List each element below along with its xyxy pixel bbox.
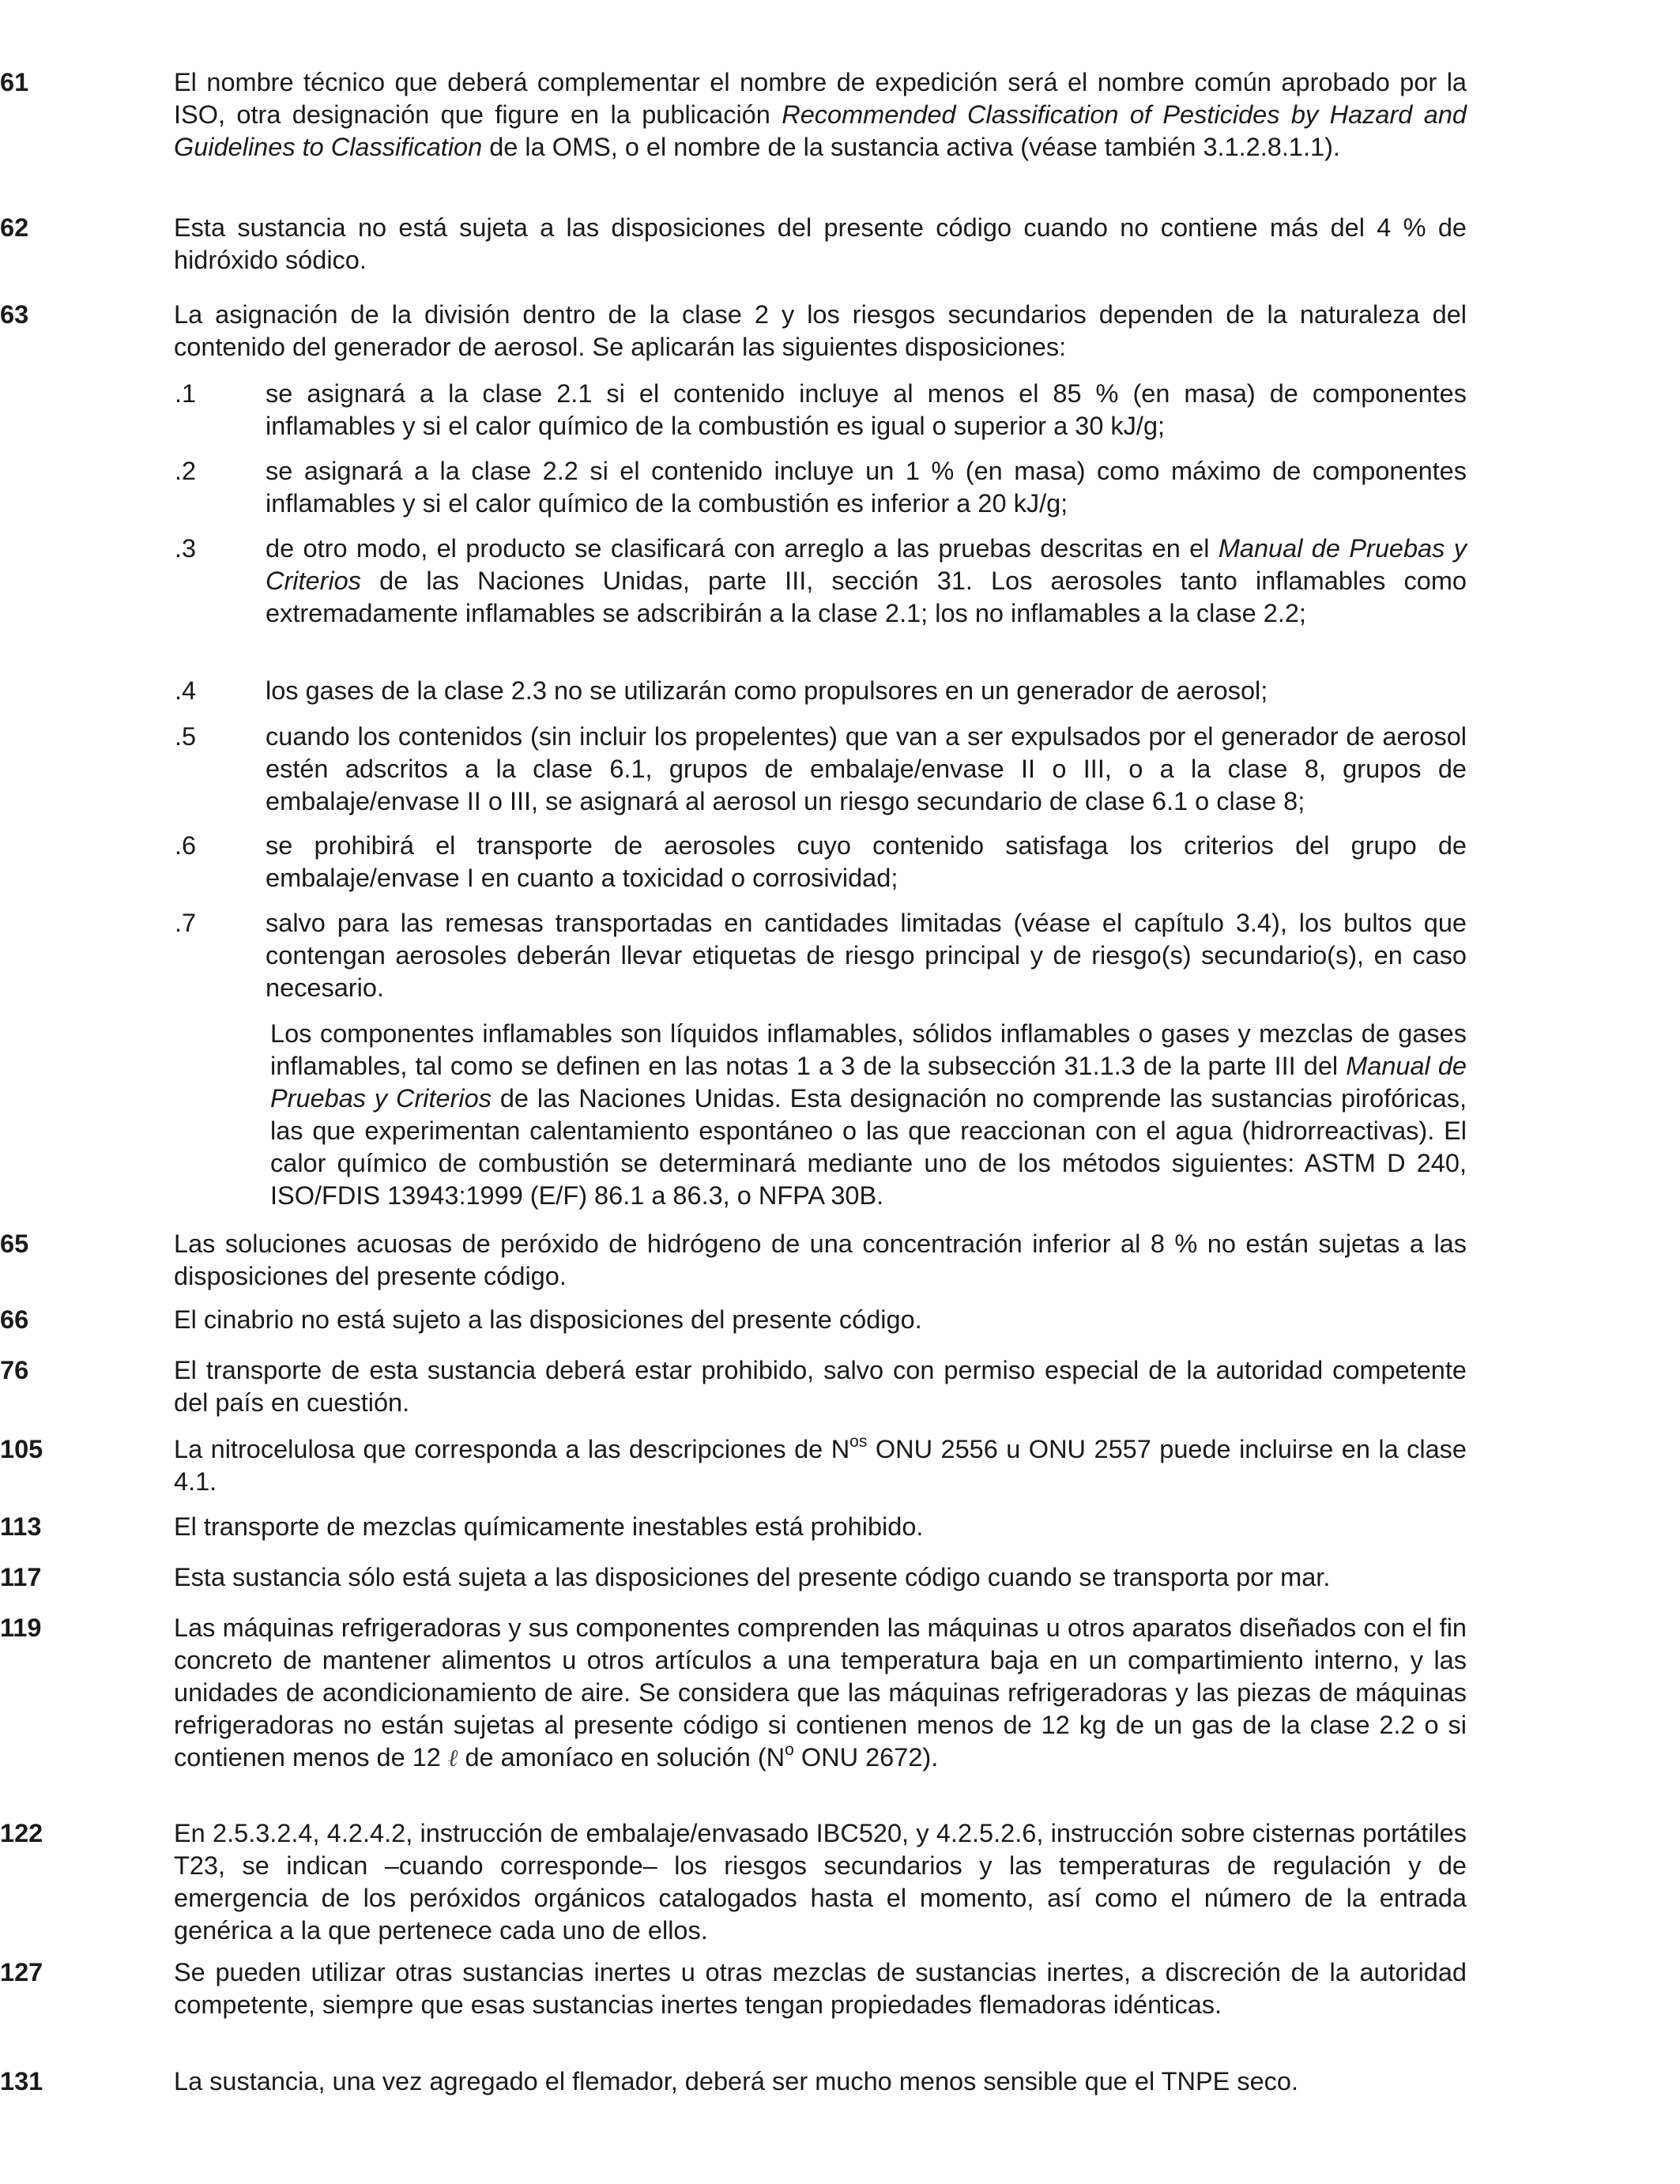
provision-text: El transporte de esta sustancia deberá estar prohibido, salvo con permiso especial de la autoridad competente del país en cuestión. bbox=[174, 1356, 1467, 1417]
provision-63-item-6 bbox=[175, 830, 1467, 894]
item-number: .1 bbox=[175, 379, 197, 408]
item-text: salvo para las remesas transportadas en cantidades limitadas (véase el capítulo 3.4), los bultos que contengan aerosoles deberán llevar etiquetas de riesgo principal y de riesgo(s) secundario(s), en caso necesario. bbox=[266, 909, 1467, 1002]
item-text: cuando los contenidos (sin incluir los propelentes) que van a ser expulsados por el generador de aerosol estén adscritos a la clase 6.1, grupos de embalaje/envase II o III, o a la clase 8, grupos de embalaje/envase II o III, se asignará al aerosol un riesgo secundario de clase 6.1 o clase 8; bbox=[266, 722, 1467, 815]
provision-number: 66 bbox=[0, 1305, 29, 1334]
provision-63-item-1 bbox=[175, 378, 1467, 442]
provision-76 bbox=[0, 1354, 1467, 1419]
provision-62 bbox=[0, 212, 1467, 277]
item-number: .6 bbox=[175, 831, 197, 860]
provision-63 bbox=[0, 299, 1467, 363]
provision-text: La nitrocelulosa que corresponda a las descripciones de $N^{os}$ ONU 2556 u ONU 2557 puede incluirse en la clase 4.1. bbox=[174, 1433, 1467, 1496]
provision-number: 62 bbox=[0, 213, 29, 242]
provision-text: El transporte de mezclas químicamente inestables está prohibido. bbox=[174, 1512, 924, 1541]
provision-63-item-3 bbox=[175, 533, 1467, 630]
item-text: se prohibirá el transporte de aerosoles cuyo contenido satisfaga los criterios del grupo de embalaje/envase I en cuanto a toxicidad o corrosividad; bbox=[266, 831, 1467, 892]
provision-number: 63 bbox=[0, 300, 29, 329]
provision-number: 65 bbox=[0, 1229, 29, 1258]
provision-text: Se pueden utilizar otras sustancias inertes u otras mezclas de sustancias inertes, a discreción de la autoridad competente, siempre que esas sustancias inertes tengan propiedades flemadoras idénticas. bbox=[174, 1958, 1467, 2019]
provision-text: Esta sustancia sólo está sujeta a las disposiciones del presente código cuando se transporta por mar. bbox=[174, 1563, 1331, 1591]
provision-63-item-4 bbox=[175, 675, 1467, 707]
provision-127 bbox=[0, 1956, 1467, 2021]
provision-105 bbox=[0, 1433, 1467, 1498]
item-text: se asignará a la clase 2.1 si el contenido incluye al menos el 85 % (en masa) de componentes inflamables y si el calor químico de la combustión es igual o superior a 30 kJ/g; bbox=[266, 379, 1467, 440]
provision-text: Las máquinas refrigeradoras y sus componentes comprenden las máquinas u otros aparatos diseñados con el fin concreto de mantener alimentos u otros artículos a una temperatura baja en un compartimiento interno, y las unidades de acondicionamiento de aire. Se considera que las máquinas refrigeradoras y las piezas de máquinas refrigeradoras no están sujetas al presente código si contienen menos de 12 kg de un gas de la clase 2.2 o si contienen menos de 12 ℓ de amoníaco en solución ($N^o$ ONU 2672). bbox=[174, 1614, 1467, 1772]
provision-number: 122 bbox=[0, 1819, 43, 1847]
provision-113 bbox=[0, 1511, 1467, 1543]
provision-text: La asignación de la división dentro de la clase 2 y los riesgos secundarios dependen de la naturaleza del contenido del generador de aerosol. Se aplicarán las siguientes disposiciones: bbox=[174, 300, 1467, 361]
item-number: .5 bbox=[175, 722, 197, 751]
provision-number: 113 bbox=[0, 1512, 42, 1541]
provision-text: En 2.5.3.2.4, 4.2.4.2, instrucción de embalaje/envasado IBC520, y 4.2.5.2.6, instrucción sobre cisternas portátiles T23, se indican –cuando corresponde– los riesgos secundarios y las temperaturas de regulación y de emergencia de los peróxidos orgánicos catalogados hasta el momento, así como el número de la entrada genérica a la que pertenece cada uno de ellos. bbox=[174, 1819, 1467, 1945]
provision-number: 119 bbox=[0, 1614, 42, 1642]
provision-text: La sustancia, una vez agregado el flemador, deberá ser mucho menos sensible que el TNPE seco. bbox=[174, 2067, 1299, 2096]
litre-symbol: ℓ bbox=[447, 1745, 458, 1772]
provision-63-item-7 bbox=[175, 907, 1467, 1004]
item-text: los gases de la clase 2.3 no se utilizarán como propulsores en un generador de aerosol; bbox=[266, 676, 1268, 705]
provision-number: 61 bbox=[0, 68, 29, 96]
item-text: se asignará a la clase 2.2 si el contenido incluye un 1 % (en masa) como máximo de componentes inflamables y si el calor químico de la combustión es inferior a 20 kJ/g; bbox=[266, 457, 1467, 518]
provision-131 bbox=[0, 2065, 1467, 2098]
provision-117 bbox=[0, 1561, 1467, 1594]
provision-number: 76 bbox=[0, 1356, 29, 1384]
item-text: de otro modo, el producto se clasificará con arreglo a las pruebas descritas en el Manual de Pruebas y Criterios de las Naciones Unidas, parte III, sección 31. Los aerosoles tanto inflamables como extremadamente inflamables se adscribirán a la clase 2.1; los no inflamables a la clase 2.2; bbox=[266, 534, 1467, 627]
provision-number: 131 bbox=[0, 2067, 43, 2096]
item-number: .2 bbox=[175, 457, 197, 485]
provision-text: El cinabrio no está sujeto a las disposiciones del presente código. bbox=[174, 1305, 922, 1334]
item-number: .4 bbox=[175, 676, 197, 705]
provision-122 bbox=[0, 1817, 1467, 1947]
provision-65 bbox=[0, 1228, 1467, 1293]
provision-text: El nombre técnico que deberá complementar el nombre de expedición será el nombre común aprobado por la ISO, otra designación que figure en la publicación Recommended Classification of Pesticides by Hazard and Guidelines to Classification de la OMS, o el nombre de la sustancia activa (véase también 3.1.2.8.1.1). bbox=[174, 68, 1467, 161]
provision-number: 127 bbox=[0, 1958, 43, 1986]
item-number: .3 bbox=[175, 534, 197, 563]
provision-number: 117 bbox=[0, 1563, 42, 1591]
provision-text: Las soluciones acuosas de peróxido de hidrógeno de una concentración inferior al 8 % no están sujetas a las disposiciones del presente código. bbox=[174, 1229, 1467, 1290]
provision-63-item-5 bbox=[175, 721, 1467, 818]
provision-text: Esta sustancia no está sujeta a las disposiciones del presente código cuando no contiene más del 4 % de hidróxido sódico. bbox=[174, 213, 1467, 274]
provision-66 bbox=[0, 1304, 1467, 1336]
provision-119 bbox=[0, 1612, 1467, 1775]
item-number: .7 bbox=[175, 909, 197, 937]
provision-63-closing: Los componentes inflamables son líquidos inflamables, sólidos inflamables o gases y mezclas de gases inflamables, tal como se definen en las notas 1 a 3 de la subsección 31.1.3 de la parte III del Manual de Pruebas y Criterios de las Naciones Unidas. Esta designación no comprende las sustancias pirofóricas, las que experimentan calentamiento espontáneo o las que reaccionan con el agua (hidrorreactivas). El calor químico de combustión se determinará mediante uno de los métodos siguientes: ASTM D 240, ISO/FDIS 13943:1999 (E/F) 86.1 a 86.3, o NFPA 30B. bbox=[270, 1019, 1467, 1210]
provision-63-item-2 bbox=[175, 455, 1467, 520]
provision-61 bbox=[0, 66, 1467, 164]
provision-number: 105 bbox=[0, 1435, 43, 1463]
